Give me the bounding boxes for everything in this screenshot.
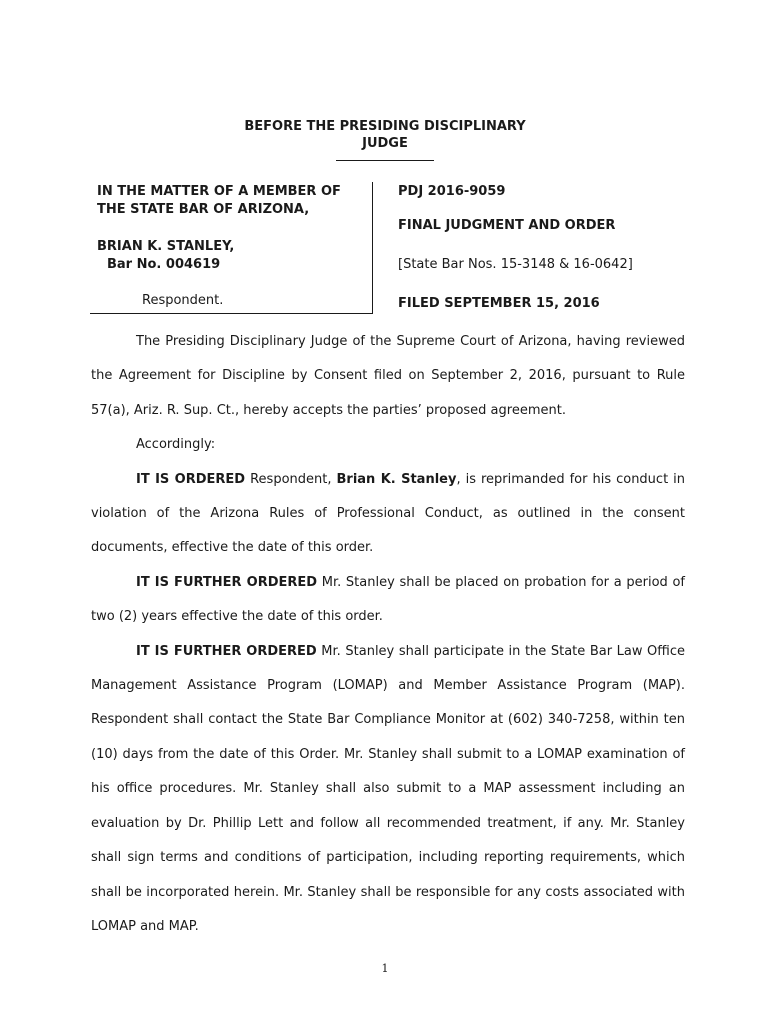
- order2-lead: IT IS FURTHER ORDERED: [136, 574, 318, 590]
- bar-number: Bar No. 004619: [107, 257, 221, 272]
- order1-lead: IT IS ORDERED: [136, 471, 246, 487]
- document-title: FINAL JUDGMENT AND ORDER: [398, 218, 616, 233]
- order1-name: Brian K. Stanley: [336, 471, 457, 487]
- intro-paragraph: The Presiding Disciplinary Judge of the Supreme Court of Arizona, having reviewed the Agreement for Discipline by Consent filed on September 2, 2016, pursuant to Rule 57(a), Ariz. R. Sup. Ct., hereby accepts the parties’ proposed agreement.: [91, 334, 685, 418]
- court-title-line1: BEFORE THE PRESIDING DISCIPLINARY: [244, 119, 526, 134]
- order3-rest: Mr. Stanley shall participate in the State Bar Law Office Management Assistance Program (LOMAP) and Member Assistance Program (MAP). Respondent shall contact the State Bar Compliance Monitor at (602) 340-7258, within ten (10) days from the date of this Order. Mr. Stanley shall submit to a LOMAP examination of his office procedures. Mr. Stanley shall also submit to a MAP assessment including an evaluation by Dr. Phillip Lett and follow all recommended treatment, if any. Mr. Stanley shall sign terms and conditions of participation, including reporting requirements, which shall be incorporated herein. Mr. Stanley shall be responsible for any costs associated with LOMAP and MAP.: [91, 643, 685, 934]
- page-number: 1: [381, 962, 389, 975]
- matter-line2: THE STATE BAR OF ARIZONA,: [97, 202, 310, 217]
- respondent-name: BRIAN K. STANLEY,: [97, 239, 235, 254]
- title-underline: [336, 160, 434, 161]
- order3-lead: IT IS FURTHER ORDERED: [136, 643, 317, 659]
- court-title: [0, 118, 770, 161]
- order1-rest: , is reprimanded for his conduct in violation of the Arizona Rules of Professional Conduct, as outlined in the consent documents, effective the date of this order.: [91, 471, 686, 556]
- state-bar-numbers: [State Bar Nos. 15-3148 & 16-0642]: [398, 257, 633, 272]
- order1-pre: Respondent,: [245, 471, 337, 487]
- filed-date: FILED SEPTEMBER 15, 2016: [398, 296, 600, 311]
- order-paragraph-3: [91, 635, 685, 945]
- court-title-line2: JUDGE: [362, 136, 408, 151]
- order-paragraph-2: [91, 566, 685, 635]
- matter-of: [97, 183, 341, 219]
- respondent-label: Respondent.: [142, 293, 224, 308]
- order2-rest: Mr. Stanley shall be placed on probation for a period of two (2) years effective the date of this order.: [91, 574, 685, 625]
- caption-left-box: [90, 182, 373, 314]
- accordingly-paragraph: Accordingly:: [136, 437, 216, 453]
- case-number: PDJ 2016-9059: [398, 184, 506, 199]
- matter-line1: IN THE MATTER OF A MEMBER OF: [97, 184, 341, 199]
- document-body: [91, 325, 685, 944]
- order-paragraph-1: [91, 463, 685, 566]
